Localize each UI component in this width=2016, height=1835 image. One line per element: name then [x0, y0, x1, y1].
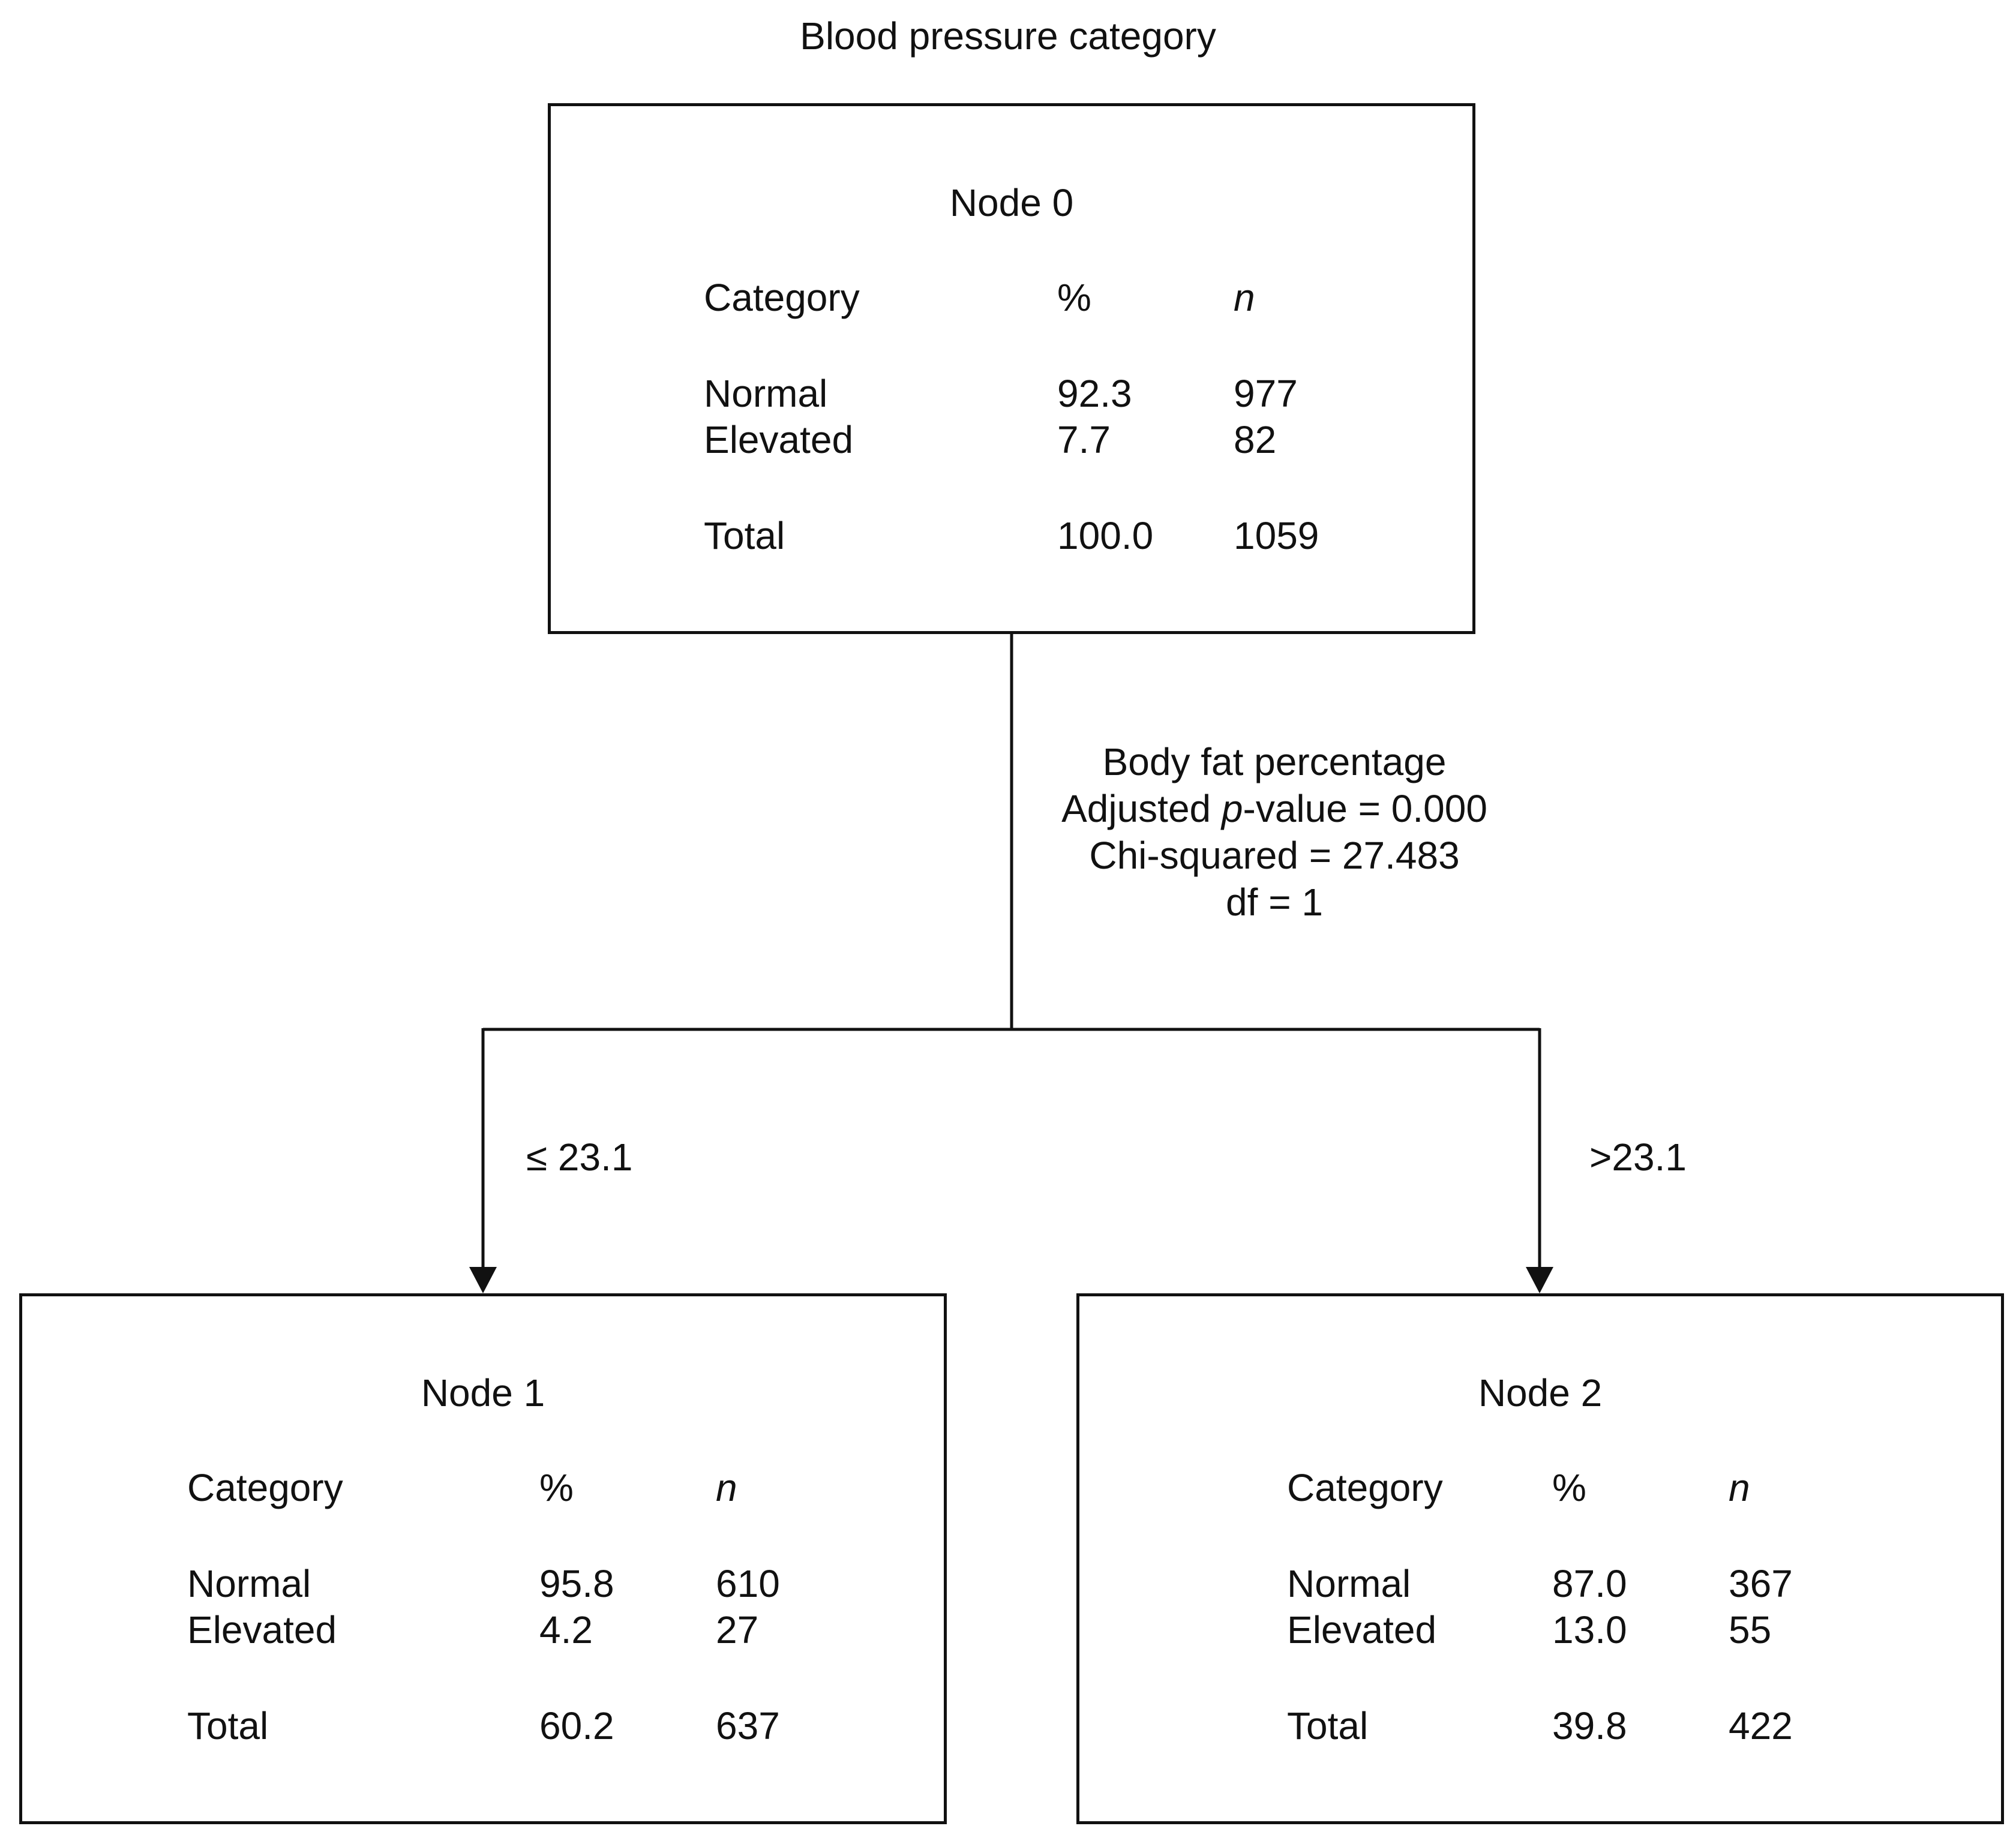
total-n: 1059 — [1234, 514, 1319, 557]
row-n: 367 — [1729, 1562, 1793, 1605]
node-1-box — [19, 1293, 947, 1824]
total-n: 637 — [716, 1704, 780, 1747]
node-title: Node 1 — [421, 1371, 545, 1414]
node-0-box — [548, 103, 1475, 634]
table-total-row — [1287, 1702, 1947, 1749]
row-percent: 95.8 — [539, 1562, 614, 1605]
header-percent: % — [1552, 1466, 1586, 1509]
header-percent: % — [539, 1466, 574, 1509]
chi-squared: Chi-squared = 27.483 — [1089, 834, 1460, 877]
node-2-box — [1076, 1293, 2004, 1824]
total-percent: 100.0 — [1057, 514, 1154, 557]
table-header-row — [1287, 1464, 1947, 1511]
right-arrowhead-icon — [1526, 1267, 1553, 1293]
table-row — [1287, 1606, 1947, 1653]
row-category: Elevated — [187, 1608, 337, 1651]
total-label: Total — [704, 514, 785, 557]
total-percent: 60.2 — [539, 1704, 614, 1747]
row-percent: 13.0 — [1552, 1608, 1627, 1651]
header-percent: % — [1057, 276, 1091, 319]
table-row — [187, 1560, 847, 1607]
header-n: n — [716, 1466, 737, 1509]
row-category: Elevated — [704, 418, 854, 461]
table-header-row — [704, 274, 1364, 321]
header-category: Category — [187, 1466, 343, 1509]
table-row — [704, 370, 1364, 417]
p-symbol: p — [1221, 787, 1243, 830]
total-percent: 39.8 — [1552, 1704, 1627, 1747]
table-row — [1287, 1560, 1947, 1607]
diagram-title: Blood pressure category — [800, 14, 1216, 58]
row-category: Normal — [704, 372, 828, 415]
row-n: 27 — [716, 1608, 759, 1651]
header-category: Category — [1287, 1466, 1443, 1509]
table-total-row — [704, 512, 1364, 559]
split-variable: Body fat percentage — [1102, 740, 1447, 783]
left-branch-label: ≤ 23.1 — [526, 1136, 633, 1179]
header-n: n — [1234, 276, 1255, 319]
row-category: Normal — [1287, 1562, 1411, 1605]
left-arrowhead-icon — [469, 1267, 497, 1293]
total-label: Total — [1287, 1704, 1369, 1747]
table-total-row — [187, 1702, 847, 1749]
adjusted-prefix: Adjusted — [1061, 787, 1222, 830]
adjusted-p-value — [995, 785, 1553, 832]
row-n: 55 — [1729, 1608, 1772, 1651]
row-percent: 92.3 — [1057, 372, 1132, 415]
row-percent: 7.7 — [1057, 418, 1111, 461]
row-percent: 87.0 — [1552, 1562, 1627, 1605]
total-label: Total — [187, 1704, 269, 1747]
row-n: 977 — [1234, 372, 1298, 415]
header-category: Category — [704, 276, 860, 319]
header-n: n — [1729, 1466, 1750, 1509]
table-row — [704, 416, 1364, 463]
table-header-row — [187, 1464, 847, 1511]
split-statistics — [995, 738, 1553, 926]
node-title: Node 0 — [949, 181, 1074, 224]
degrees-of-freedom: df = 1 — [1226, 881, 1323, 924]
node-title: Node 2 — [1478, 1371, 1603, 1414]
row-n: 610 — [716, 1562, 780, 1605]
row-category: Elevated — [1287, 1608, 1437, 1651]
row-percent: 4.2 — [539, 1608, 593, 1651]
table-row — [187, 1606, 847, 1653]
adjusted-suffix: -value = 0.000 — [1243, 787, 1487, 830]
row-n: 82 — [1234, 418, 1277, 461]
row-category: Normal — [187, 1562, 311, 1605]
right-branch-label: >23.1 — [1589, 1136, 1687, 1179]
total-n: 422 — [1729, 1704, 1793, 1747]
